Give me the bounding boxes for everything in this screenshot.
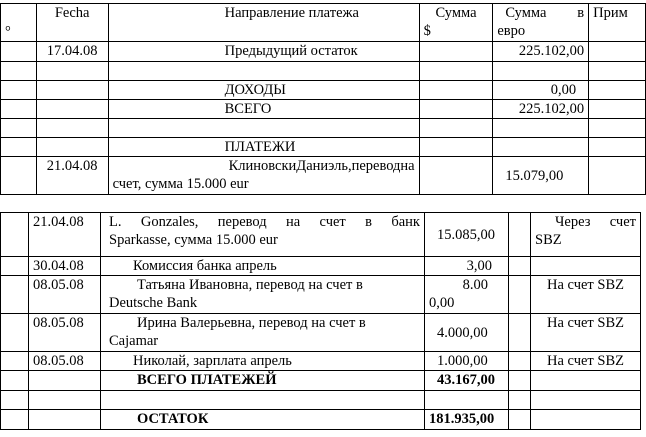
header-note: Прим xyxy=(589,4,646,42)
tatiana-line1: Татьяна Ивановна, перевод на счет в xyxy=(137,277,363,293)
tatiana-line2: Deutsche Bank xyxy=(109,295,198,311)
commission-amount: 3,00 xyxy=(425,257,509,276)
gonzales-word: в xyxy=(365,214,372,230)
empty-row xyxy=(1,119,646,138)
header-index: ° xyxy=(5,24,11,40)
table-row xyxy=(1,100,646,119)
gonzales-note-word: счет xyxy=(609,214,636,230)
nikolai-date: 08.05.08 xyxy=(29,352,101,371)
table-row xyxy=(1,42,646,62)
irina-amount: 4.000,00 xyxy=(425,314,509,352)
prev-balance-date: 17.04.08 xyxy=(36,42,108,62)
header-sum-eur-word: Сумма xyxy=(505,5,547,21)
header-sum-eur xyxy=(493,4,589,42)
nikolai-note: На счет SBZ xyxy=(531,352,641,371)
table-row xyxy=(1,257,641,276)
table-row xyxy=(1,157,646,195)
table-row xyxy=(1,371,641,391)
balance-amount: 181.935,00 xyxy=(425,410,509,430)
irina-description xyxy=(101,314,425,352)
gonzales-word: L. xyxy=(109,214,122,230)
empty-row xyxy=(1,391,641,410)
klinovski-date: 21.04.08 xyxy=(36,157,108,195)
irina-date: 08.05.08 xyxy=(29,314,101,352)
gonzales-description xyxy=(101,213,425,257)
klinovski-description xyxy=(108,157,419,195)
tatiana-date: 08.05.08 xyxy=(29,276,101,314)
klinovski-word: Даниэль, xyxy=(296,158,352,174)
gonzales-amount: 15.085,00 xyxy=(425,213,509,257)
nikolai-amount: 1.000,00 xyxy=(425,352,509,371)
header-row xyxy=(1,4,646,42)
commission-label: Комиссия банка апрель xyxy=(101,257,425,276)
table-row xyxy=(1,138,646,157)
irina-line1: Ирина Валерьевна, перевод на счет в xyxy=(137,315,366,331)
gonzales-note xyxy=(531,213,641,257)
table-row xyxy=(1,81,646,100)
header-sum-usd xyxy=(419,4,493,42)
klinovski-word: Клиновски xyxy=(228,158,297,174)
gonzales-word: Gonzales, xyxy=(140,214,199,230)
nikolai-label: Николай, зарплата апрель xyxy=(101,352,425,371)
header-sum-usd-line1: Сумма xyxy=(435,5,477,21)
empty-row xyxy=(1,62,646,81)
tatiana-amount-line1: 8.00 xyxy=(462,277,488,293)
total-payments-amount: 43.167,00 xyxy=(425,371,509,391)
gonzales-note-word: Через xyxy=(555,214,591,230)
tatiana-amount xyxy=(425,276,509,314)
table-row xyxy=(1,276,641,314)
gonzales-note-line2: SBZ xyxy=(535,232,562,248)
commission-date: 30.04.08 xyxy=(29,257,101,276)
table-row xyxy=(1,410,641,430)
header-sum-eur-in: в xyxy=(577,5,585,21)
header-date: Fecha xyxy=(36,4,108,42)
header-sum-usd-line2: $ xyxy=(423,23,431,39)
tatiana-amount-line2: 0,00 xyxy=(429,295,455,311)
payments-label: ПЛАТЕЖИ xyxy=(108,138,419,157)
balance-label: ОСТАТОК xyxy=(101,410,425,430)
tatiana-note: На счет SBZ xyxy=(531,276,641,314)
total-payments-label: ВСЕГО ПЛАТЕЖЕЙ xyxy=(101,371,425,391)
klinovski-eur: 15.079,00 xyxy=(493,157,589,195)
table-row xyxy=(1,213,641,257)
income-label: ДОХОДЫ xyxy=(108,81,419,100)
gonzales-word: счет xyxy=(319,214,346,230)
header-sum-eur-line2: евро xyxy=(497,23,526,39)
prev-balance-label: Предыдущий остаток xyxy=(108,42,419,62)
gonzales-line2: Sparkasse, сумма 15.000 eur xyxy=(109,232,278,248)
klinovski-word: перевод xyxy=(351,158,401,174)
irina-note: На счет SBZ xyxy=(531,314,641,352)
klinovski-word: на xyxy=(400,158,415,174)
total-eur: 225.102,00 xyxy=(493,100,589,119)
gonzales-date: 21.04.08 xyxy=(29,213,101,257)
klinovski-line2: счет, сумма 15.000 eur xyxy=(112,176,249,192)
irina-line2: Cajamar xyxy=(109,333,159,349)
gonzales-word: перевод xyxy=(217,214,267,230)
gonzales-word: банк xyxy=(391,214,420,230)
header-index-cell xyxy=(1,4,37,42)
gonzales-word: на xyxy=(285,214,301,230)
total-label: ВСЕГО xyxy=(108,100,419,119)
table-row xyxy=(1,352,641,371)
header-direction: Направление платежа xyxy=(108,4,419,42)
prev-balance-eur: 225.102,00 xyxy=(493,42,589,62)
statement-table-bottom xyxy=(0,212,641,430)
income-eur: 0,00 xyxy=(493,81,589,100)
statement-table-top xyxy=(0,3,646,195)
tatiana-description xyxy=(101,276,425,314)
table-row xyxy=(1,314,641,352)
